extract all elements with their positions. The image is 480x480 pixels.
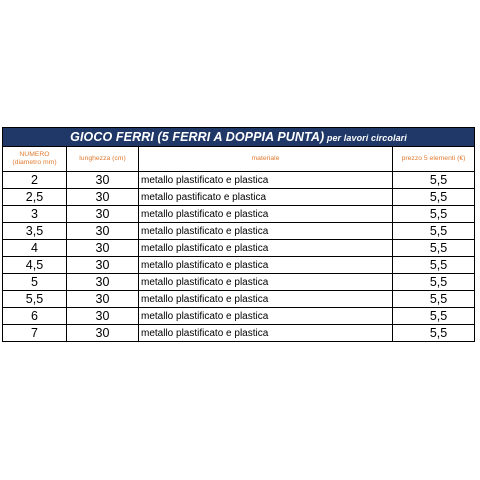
table-title: [3, 128, 475, 147]
column-header-row: [3, 147, 475, 172]
cell-prezzo: 5,5: [393, 325, 475, 342]
title-detail: (5 FERRI A DOPPIA PUNTA): [153, 130, 325, 144]
cell-numero: 5,5: [3, 291, 67, 308]
cell-lunghezza: 30: [67, 172, 139, 189]
cell-prezzo: 5,5: [393, 206, 475, 223]
cell-numero: 6: [3, 308, 67, 325]
table-row: [3, 291, 475, 308]
cell-materiale: metallo plastificato e plastica: [139, 308, 393, 325]
table-title-row: [3, 128, 475, 147]
header-lunghezza: lunghezza (cm): [67, 147, 139, 172]
cell-lunghezza: 30: [67, 291, 139, 308]
header-prezzo: prezzo 5 elementi (€): [393, 147, 475, 172]
cell-prezzo: 5,5: [393, 189, 475, 206]
cell-lunghezza: 30: [67, 189, 139, 206]
cell-lunghezza: 30: [67, 240, 139, 257]
cell-materiale: metallo plastificato e plastica: [139, 274, 393, 291]
cell-numero: 3: [3, 206, 67, 223]
table-row: [3, 189, 475, 206]
table-row: [3, 240, 475, 257]
title-suffix: per lavori circolari: [324, 133, 407, 143]
table-row: [3, 206, 475, 223]
cell-lunghezza: 30: [67, 223, 139, 240]
cell-numero: 2,5: [3, 189, 67, 206]
header-numero: [3, 147, 67, 172]
table-row: [3, 325, 475, 342]
cell-lunghezza: 30: [67, 274, 139, 291]
title-main: GIOCO FERRI: [70, 130, 154, 144]
cell-lunghezza: 30: [67, 325, 139, 342]
cell-prezzo: 5,5: [393, 257, 475, 274]
cell-lunghezza: 30: [67, 308, 139, 325]
header-numero-line2: (diametro mm): [12, 159, 57, 166]
header-numero-line1: NUMERO: [19, 151, 50, 158]
cell-numero: 3,5: [3, 223, 67, 240]
cell-numero: 5: [3, 274, 67, 291]
table-row: [3, 223, 475, 240]
cell-prezzo: 5,5: [393, 240, 475, 257]
cell-materiale: metallo plastificato e plastica: [139, 325, 393, 342]
table-row: [3, 257, 475, 274]
cell-prezzo: 5,5: [393, 308, 475, 325]
header-materiale: materiale: [139, 147, 393, 172]
cell-materiale: metallo plastificato e plastica: [139, 240, 393, 257]
price-table: [2, 127, 475, 342]
cell-prezzo: 5,5: [393, 223, 475, 240]
cell-materiale: metallo plastificato e plastica: [139, 172, 393, 189]
cell-lunghezza: 30: [67, 257, 139, 274]
cell-prezzo: 5,5: [393, 274, 475, 291]
cell-numero: 4: [3, 240, 67, 257]
cell-lunghezza: 30: [67, 206, 139, 223]
cell-materiale: metallo plastificato e plastica: [139, 257, 393, 274]
cell-prezzo: 5,5: [393, 291, 475, 308]
table-row: [3, 274, 475, 291]
cell-numero: 2: [3, 172, 67, 189]
table-row: [3, 172, 475, 189]
cell-materiale: metallo plastificato e plastica: [139, 223, 393, 240]
table-row: [3, 308, 475, 325]
cell-prezzo: 5,5: [393, 172, 475, 189]
cell-materiale: metallo plastificato e plastica: [139, 291, 393, 308]
cell-materiale: metallo plastificato e plastica: [139, 206, 393, 223]
cell-numero: 4,5: [3, 257, 67, 274]
cell-materiale: metallo pastificato e plastica: [139, 189, 393, 206]
cell-numero: 7: [3, 325, 67, 342]
